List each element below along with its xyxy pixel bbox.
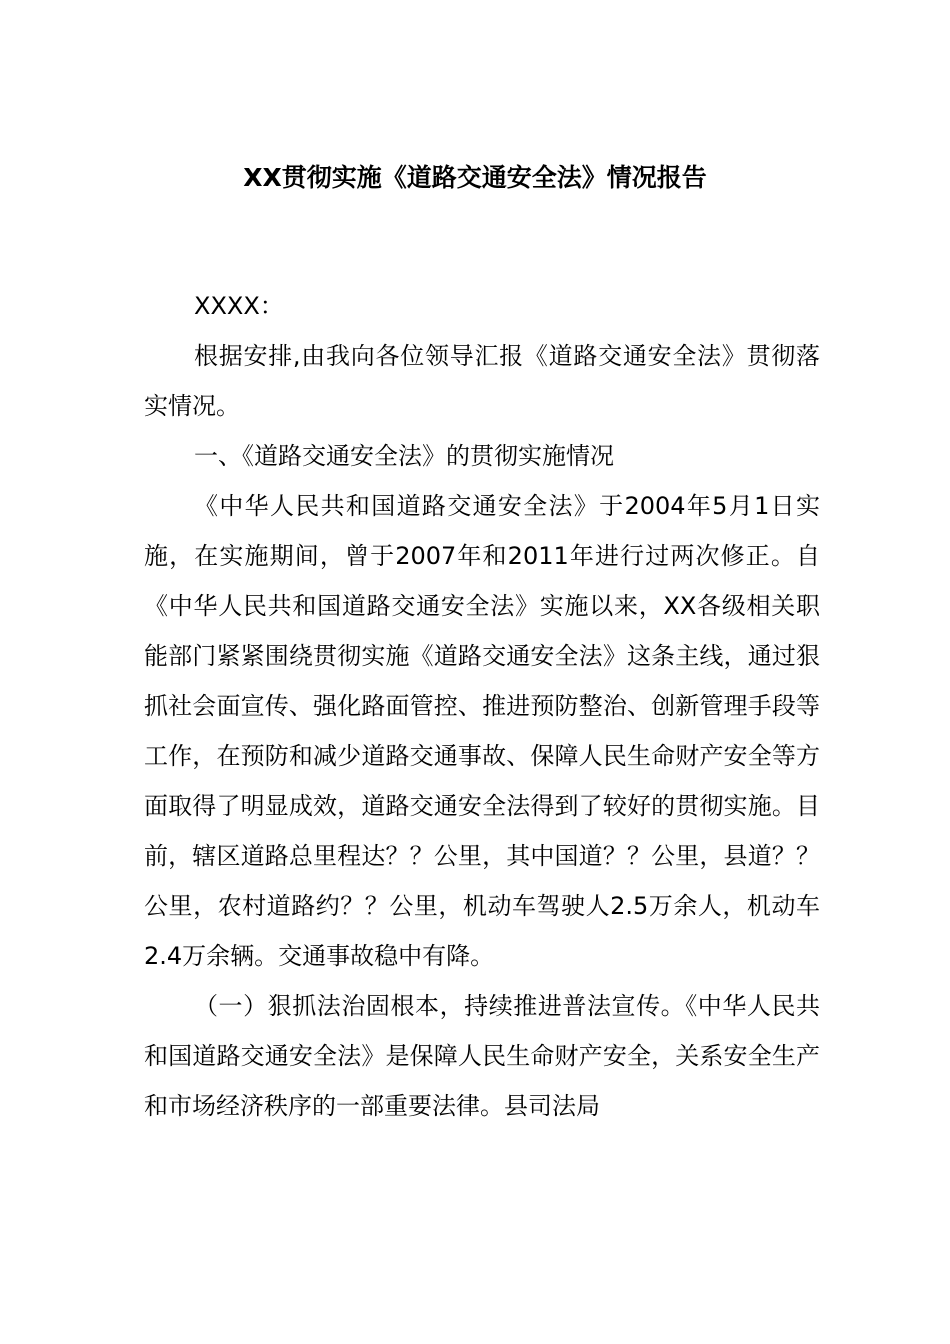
paragraph: 根据安排,由我向各位领导汇报《道路交通安全法》贯彻落实情况。 <box>144 342 820 420</box>
paragraph: 《中华人民共和国道路交通安全法》于2004年5月1日实施，在实施期间，曾于2007年和2011年进行过两次修正。自《中华人民共和国道路交通安全法》实施以来，XX各级相关职能部门紧紧围绕贯彻实施《道路交通安全法》这条主线，通过狠抓社会面宣传、强化路面管控、推进预防整治、创新管理手段等工作，在预防和减少道路交通事故、保障人民生命财产安全等方面取得了明显成效，道路交通安全法得到了较好的贯彻实施。目前，辖区道路总里程达？？公里，其中国道？？公里，县道？？公里，农村道路约？？公里，机动车驾驶人2.5万余人，机动车2.4万余辆。交通事故稳中有降。 <box>144 492 820 970</box>
salutation: XXXX： <box>194 292 284 320</box>
paragraph: （一）狠抓法治固根本，持续推进普法宣传。《中华人民共和国道路交通安全法》是保障人民生命财产安全，关系安全生产和市场经济秩序的一部重要法律。县司法局 <box>144 992 820 1120</box>
document-body <box>144 281 820 1131</box>
document-title: XX贯彻实施《道路交通安全法》情况报告 <box>243 163 707 192</box>
section-heading: 一、《道路交通安全法》的贯彻实施情况 <box>194 442 614 470</box>
